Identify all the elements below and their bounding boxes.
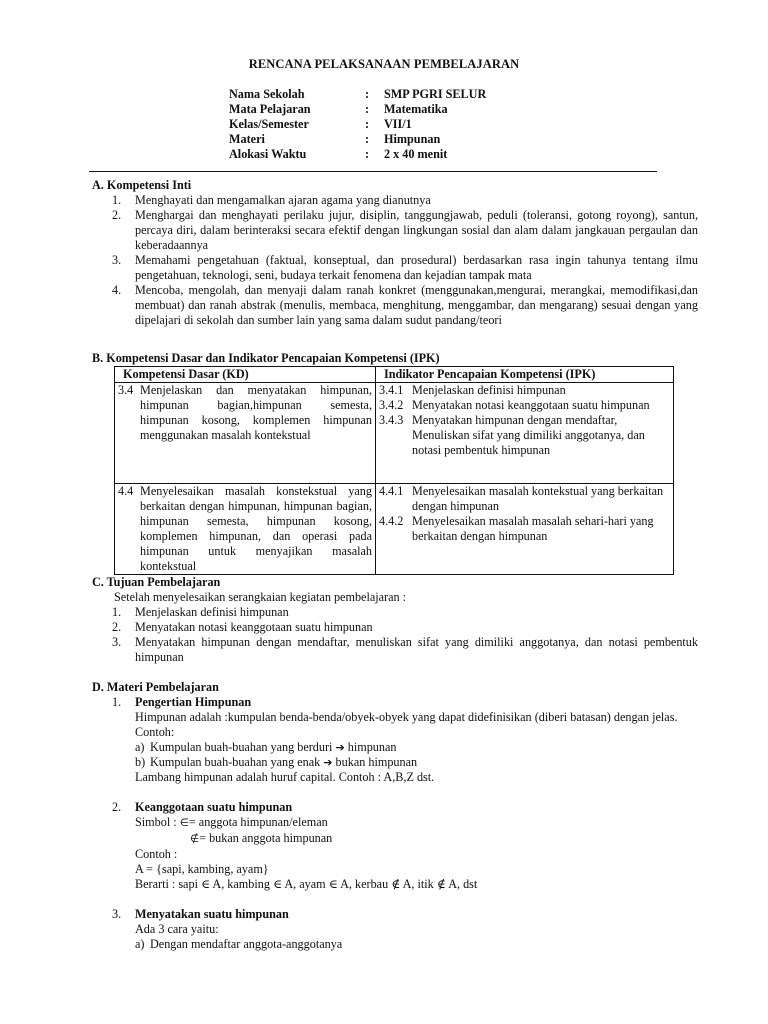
- example-item: [92, 755, 698, 770]
- info-value: Matematika: [384, 102, 448, 116]
- cara-text: Dengan mendaftar anggota-anggotanya: [150, 937, 343, 951]
- cara-intro: Ada 3 cara yaitu:: [135, 922, 219, 936]
- kd-cell: [115, 484, 376, 575]
- list-text: Memahami pengetahuan (faktual, konseptual, dan prosedural) berdasarkan rasa ingin tahunya tentang ilmu pengetahuan, teknologi, seni, budaya terkait fenomena dan kejadian tampak mata: [135, 253, 698, 282]
- list-text: Menyatakan himpunan dengan mendaftar, menuliskan sifat yang dimiliki anggotanya, dan notasi pembentuk himpunan: [135, 635, 698, 664]
- ipk-number: 3.4.3: [379, 413, 404, 427]
- contoh-label: Contoh:: [135, 725, 175, 739]
- list-number: 4.: [112, 283, 122, 297]
- list-number: 1.: [112, 605, 122, 619]
- sub-title: Keanggotaan suatu himpunan: [135, 800, 293, 814]
- arrow-right-icon: ➔: [323, 756, 333, 769]
- simbol-in-text: = anggota himpunan/eleman: [188, 815, 328, 829]
- berarti-text: Berarti : sapi ∈ A, kambing ∈ A, ayam ∈ A, kerbau ∉ A, itik ∉ A, dst: [135, 877, 478, 891]
- cara-letter: a): [135, 937, 145, 951]
- section-materi: [92, 680, 698, 952]
- list-text: Menjelaskan definisi himpunan: [135, 605, 289, 619]
- list-item: [92, 208, 698, 253]
- info-value: VII/1: [384, 117, 412, 131]
- info-label: Kelas/Semester: [229, 117, 309, 131]
- info-label: Nama Sekolah: [229, 87, 305, 101]
- list-number: 3.: [112, 635, 122, 649]
- kd-number: 4.4: [118, 484, 134, 498]
- ipk-number: 3.4.2: [379, 398, 404, 412]
- info-colon: :: [365, 117, 370, 131]
- spacer: [92, 785, 698, 800]
- section-kd-ipk: [92, 351, 698, 366]
- table-row: [115, 383, 674, 484]
- list-number: 2.: [112, 800, 122, 814]
- tujuan-intro: Setelah menyelesaikan serangkaian kegiatan pembelajaran :: [114, 590, 407, 604]
- ipk-item: [379, 413, 670, 458]
- ipk-number: 4.4.2: [379, 514, 404, 528]
- sub-title: Menyatakan suatu himpunan: [135, 907, 289, 921]
- example-item: [92, 740, 698, 755]
- definition-text: Himpunan adalah :kumpulan benda-benda/obyek-obyek yang dapat didefinisikan (diberi batasan) dengan jelas.: [135, 710, 678, 724]
- ipk-number: 3.4.1: [379, 383, 404, 397]
- kd-text: Menjelaskan dan menyatakan himpunan, himpunan bagian,himpunan semesta, himpunan kosong, komplemen himpunan menggunakan masalah kontekstual: [140, 383, 372, 442]
- section-title: C. Tujuan Pembelajaran: [92, 575, 221, 589]
- list-item: [92, 253, 698, 283]
- cara-item: [92, 937, 698, 952]
- ipk-item: [379, 484, 670, 514]
- list-number: 3.: [112, 253, 122, 267]
- table-header-ipk: Indikator Pencapaian Kompetensi (IPK): [376, 367, 674, 383]
- example-text: Kumpulan buah-buahan yang berduri: [150, 740, 333, 754]
- list-text: Mencoba, mengolah, dan menyaji dalam ranah konkret (menggunakan,mengurai, merangkai, memodifikasi,dan membuat) dan ranah abstrak (menulis, membaca, menghitung, menggambar, dan mengarang) sesuai dengan yang dipelajari di sekolah dan sumber lain yang sama dalam sudut pandang/teori: [135, 283, 698, 327]
- info-label: Materi: [229, 132, 265, 146]
- example-result: bukan himpunan: [335, 755, 418, 769]
- contoh-label: Contoh :: [135, 847, 178, 861]
- ipk-text: Menyatakan himpunan dengan mendaftar, Menuliskan sifat yang dimiliki anggotanya, dan notasi pembentuk himpunan: [412, 413, 645, 457]
- section-title: B. Kompetensi Dasar dan Indikator Pencapaian Kompetensi (IPK): [92, 351, 440, 365]
- kd-ipk-table: [114, 366, 674, 575]
- info-colon: :: [365, 87, 370, 101]
- list-item: [92, 620, 698, 635]
- simbol-line: [92, 815, 698, 831]
- sub-title: Pengertian Himpunan: [135, 695, 252, 709]
- info-value: SMP PGRI SELUR: [384, 87, 487, 101]
- list-text: Menghayati dan mengamalkan ajaran agama yang dianutnya: [135, 193, 431, 207]
- simbol-line: [92, 831, 698, 847]
- ipk-cell: [376, 484, 674, 575]
- list-number: 2.: [112, 208, 122, 222]
- list-number: 2.: [112, 620, 122, 634]
- list-text: Menyatakan notasi keanggotaan suatu himpunan: [135, 620, 373, 634]
- materi-sub-2: [92, 800, 698, 815]
- info-label: Mata Pelajaran: [229, 102, 311, 116]
- list-item: [92, 635, 698, 665]
- list-item: [92, 283, 698, 328]
- info-colon: :: [365, 102, 370, 116]
- simbol-label: Simbol :: [135, 815, 177, 829]
- ipk-text: Menyelesaikan masalah masalah sehari-hari yang berkaitan dengan himpunan: [412, 514, 654, 543]
- ipk-cell: [376, 383, 674, 484]
- example-text: Kumpulan buah-buahan yang enak: [150, 755, 321, 769]
- table-row: [115, 484, 674, 575]
- list-item: [92, 193, 698, 208]
- not-element-of-icon: ∉: [190, 833, 200, 845]
- simbol-notin-text: = bukan anggota himpunan: [199, 831, 333, 845]
- materi-sub-1: [92, 695, 698, 710]
- set-example: A = {sapi, kambing, ayam}: [135, 862, 269, 876]
- kd-item: [118, 484, 372, 574]
- example-letter: a): [135, 740, 145, 754]
- example-result: himpunan: [347, 740, 397, 754]
- info-value: Himpunan: [384, 132, 441, 146]
- ipk-item: [379, 514, 670, 544]
- list-number: 1.: [112, 193, 122, 207]
- ipk-text: Menyatakan notasi keanggotaan suatu himpunan: [412, 398, 650, 412]
- ipk-number: 4.4.1: [379, 484, 404, 498]
- lambang-text: Lambang himpunan adalah huruf capital. Contoh : A,B,Z dst.: [135, 770, 435, 784]
- info-label: Alokasi Waktu: [229, 147, 307, 161]
- ki-list: [92, 193, 698, 328]
- document-title: RENCANA PELAKSANAAN PEMBELAJARAN: [248, 57, 520, 71]
- list-item: [92, 605, 698, 620]
- tujuan-list: [92, 605, 698, 665]
- table-header-kd: Kompetensi Dasar (KD): [115, 367, 376, 383]
- list-text: Menghargai dan menghayati perilaku jujur, disiplin, tanggungjawab, peduli (toleransi, gotong royong), santun, percaya diri, dalam berinteraksi secara efektif dengan lingkungan sosial dan alam dalam jangkauan pergaulan dan keberadaannya: [135, 208, 698, 252]
- ipk-item: [379, 398, 670, 413]
- kd-text: Menyelesaikan masalah konstekstual yang berkaitan dengan himpunan, himpunan bagian, himpunan semesta, himpunan kosong, komplemen himpunan, dan operasi pada himpunan untuk menyajikan masalah kontekstual: [140, 484, 372, 573]
- ipk-text: Menjelaskan definisi himpunan: [412, 383, 566, 397]
- element-of-icon: ∈: [179, 817, 189, 829]
- kd-number: 3.4: [118, 383, 134, 397]
- section-kompetensi-inti: [92, 178, 698, 328]
- section-title: D. Materi Pembelajaran: [92, 680, 219, 694]
- ipk-item: [379, 383, 670, 398]
- table-header-row: [115, 367, 674, 383]
- info-colon: :: [365, 147, 370, 161]
- header-divider: [89, 171, 657, 172]
- list-number: 1.: [112, 695, 122, 709]
- spacer: [92, 892, 698, 907]
- arrow-right-icon: ➔: [335, 741, 345, 754]
- section-title: A. Kompetensi Inti: [92, 178, 192, 192]
- kd-item: [118, 383, 372, 443]
- example-letter: b): [135, 755, 146, 769]
- materi-sub-3: [92, 907, 698, 922]
- info-value: 2 x 40 menit: [384, 147, 448, 161]
- section-tujuan: [92, 575, 698, 665]
- ipk-text: Menyelesaikan masalah kontekstual yang berkaitan dengan himpunan: [412, 484, 664, 513]
- list-number: 3.: [112, 907, 122, 921]
- info-colon: :: [365, 132, 370, 146]
- kd-cell: [115, 383, 376, 484]
